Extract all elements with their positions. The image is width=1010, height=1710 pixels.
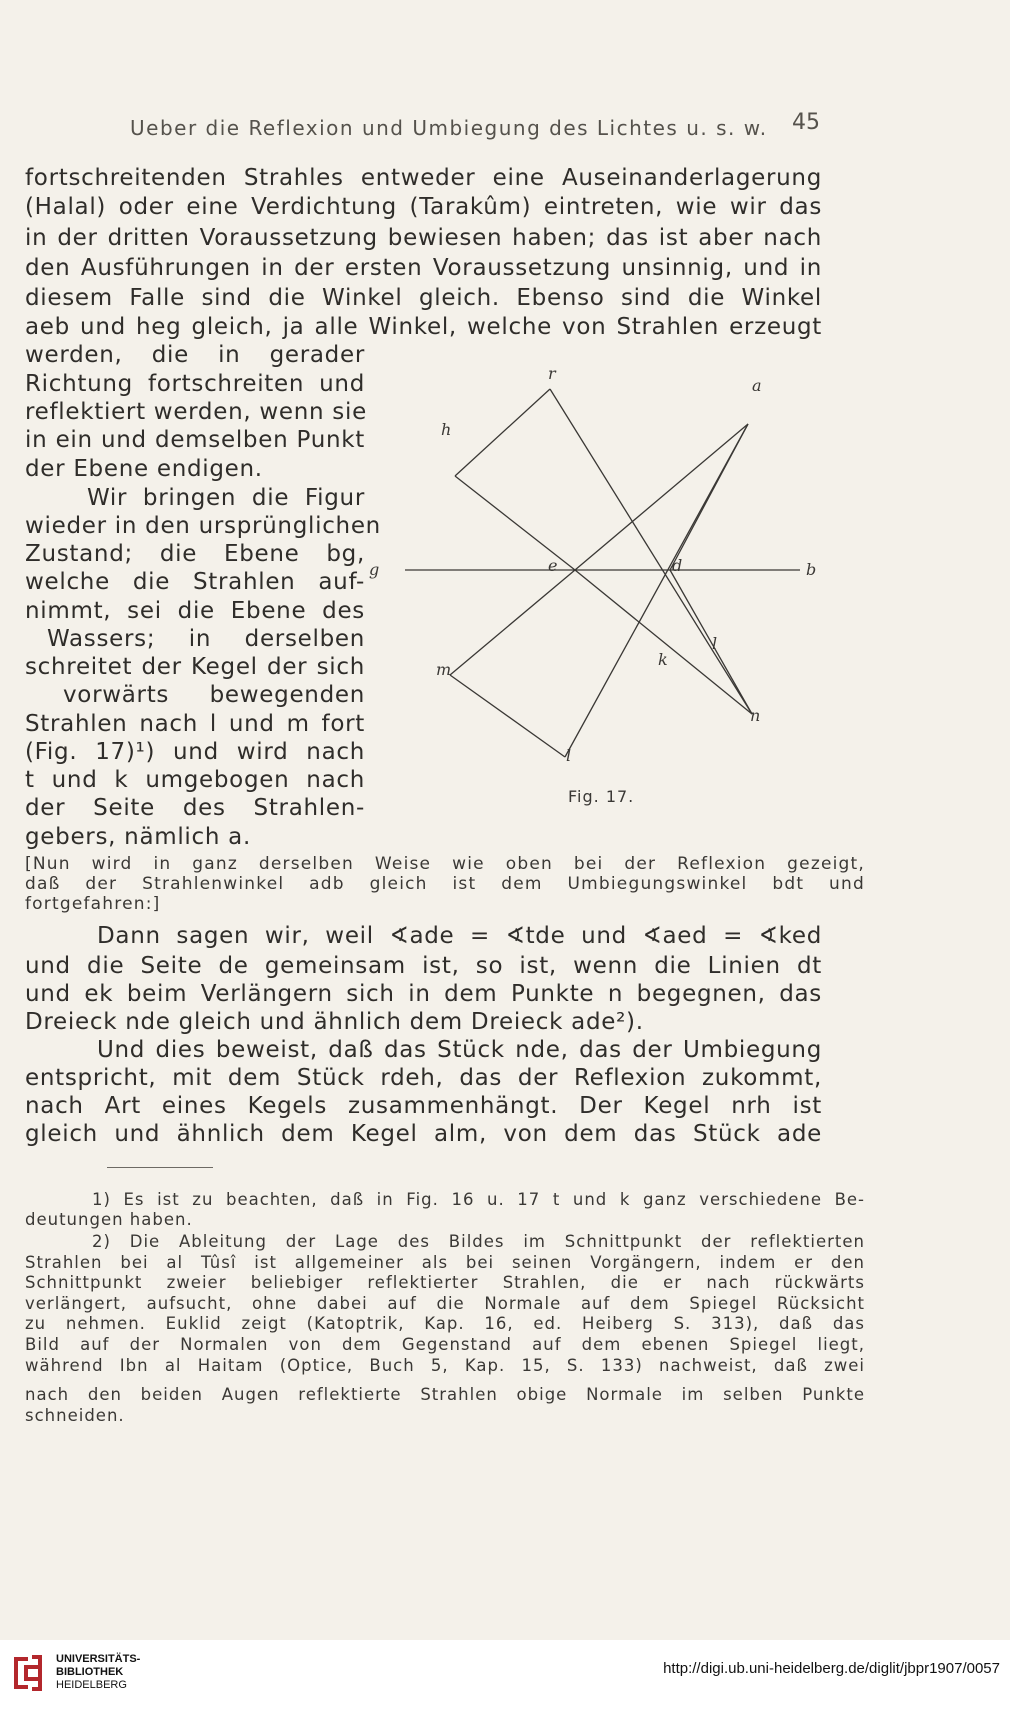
wrap-line: nimmt, sei die Ebene des	[25, 598, 365, 624]
wrap-line: vorwärts bewegenden	[63, 682, 365, 708]
wrap-line: Zustand; die Ebene bg,	[25, 541, 365, 567]
label-d: d	[672, 556, 683, 575]
wrap-line: gebers, nämlich a.	[25, 824, 251, 850]
figure-caption: Fig. 17.	[568, 787, 635, 806]
body-line: (Halal) oder eine Verdichtung (Tarakûm) eintreten, wie wir das	[25, 194, 822, 220]
wrap-line: Wassers; in derselben	[47, 626, 365, 652]
label-g: g	[369, 560, 380, 579]
footnote-line: während Ibn al Haitam (Optice, Buch 5, Kap. 15, S. 133) nachweist, daß zwei	[25, 1356, 865, 1375]
label-l-bottom: l	[566, 746, 572, 765]
footnote-line: 2) Die Ableitung der Lage des Bildes im Schnittpunkt der reflektierten	[92, 1232, 865, 1251]
wrap-line: wieder in den ursprünglichen	[25, 513, 381, 539]
footnote-line: verlängert, aufsucht, ohne dabei auf die Normale auf dem Spiegel Rücksicht	[25, 1294, 865, 1313]
label-e: e	[548, 556, 558, 575]
body-line: aeb und heg gleich, ja alle Winkel, welche von Strahlen erzeugt	[25, 314, 822, 340]
wrap-line: der Seite des Strahlen-	[25, 795, 365, 821]
library-name	[56, 1653, 140, 1692]
library-name-line1: UNIVERSITÄTS-	[56, 1653, 141, 1665]
note-line: daß der Strahlenwinkel adb gleich ist dem Umbiegungswinkel bdt und	[25, 874, 865, 894]
wrap-line: reflektiert werden, wenn sie	[25, 399, 367, 425]
line-dn	[670, 570, 752, 714]
footnote-line: nach den beiden Augen reflektierte Strahlen obige Normale im selben Punkte	[25, 1385, 865, 1404]
wrap-line: Richtung fortschreiten und	[25, 371, 365, 397]
library-name-line3: HEIDELBERG	[56, 1679, 127, 1691]
body-line: in der dritten Voraussetzung bewiesen haben; das ist aber nach	[25, 225, 822, 251]
page-number: 45	[792, 110, 820, 135]
footnote-line: deutungen haben.	[25, 1210, 193, 1229]
library-name-line2: BIBLIOTHEK	[56, 1666, 124, 1678]
line-ml	[450, 675, 565, 757]
note-line: [Nun wird in ganz derselben Weise wie oben bei der Reflexion gezeigt,	[25, 854, 865, 874]
line-hr	[455, 389, 550, 476]
footnote-line: Bild auf der Normalen von dem Gegenstand auf dem ebenen Spiegel liegt,	[25, 1335, 865, 1354]
label-m: m	[436, 660, 452, 679]
wrap-line: Wir bringen die Figur	[87, 485, 365, 511]
figure-17	[369, 364, 850, 810]
footnote-line: schneiden.	[25, 1406, 125, 1425]
line-a-lower	[565, 424, 748, 757]
label-b: b	[806, 560, 817, 579]
library-footer	[0, 1640, 1010, 1710]
wrap-line: welche die Strahlen auf-	[25, 569, 365, 595]
library-logo-icon	[10, 1653, 46, 1693]
body-line: entspricht, mit dem Stück rdeh, das der Reflexion zukommt,	[25, 1065, 822, 1091]
body-line: und die Seite de gemeinsam ist, so ist, wenn die Linien dt	[25, 953, 822, 979]
footnote-line: zu nehmen. Euklid zeigt (Katoptrik, Kap. 16, ed. Heiberg S. 313), daß das	[25, 1314, 865, 1333]
footnote-rule	[107, 1167, 213, 1168]
body-line: fortschreitenden Strahles entweder eine Auseinanderlagerung	[25, 165, 822, 191]
line-ekn	[575, 570, 752, 714]
label-r: r	[548, 364, 556, 383]
body-line: Dreieck nde gleich und ähnlich dem Dreieck ade²).	[25, 1009, 644, 1035]
wrap-line: Strahlen nach l und m fort	[25, 711, 365, 737]
line-em	[450, 570, 575, 675]
footnote-line: Schnittpunkt zweier beliebiger reflektierter Strahlen, die er nach rückwärts	[25, 1273, 865, 1292]
body-line: Und dies beweist, daß das Stück nde, das der Umbiegung	[97, 1037, 822, 1063]
source-url-link[interactable]: http://digi.ub.uni-heidelberg.de/diglit/jbpr1907/0057	[663, 1660, 1000, 1677]
wrap-line: werden, die in gerader	[25, 342, 365, 368]
line-rn	[550, 389, 752, 714]
running-head: Ueber die Reflexion und Umbiegung des Lichtes u. s. w.	[130, 116, 768, 140]
body-line: gleich und ähnlich dem Kegel alm, von dem das Stück ade	[25, 1121, 822, 1147]
wrap-line: t und k umgebogen nach	[25, 767, 365, 793]
body-line: Dann sagen wir, weil ∢ade = ∢tde und ∢aed = ∢ked	[97, 923, 822, 949]
note-line: fortgefahren:]	[25, 894, 161, 914]
footnote-line: 1) Es ist zu beachten, daß in Fig. 16 u. 17 t und k ganz verschiedene Be-	[92, 1190, 865, 1209]
body-line: nach Art eines Kegels zusammenhängt. Der Kegel nrh ist	[25, 1093, 822, 1119]
label-n: n	[750, 706, 761, 725]
wrap-line: (Fig. 17)¹) und wird nach	[25, 739, 365, 765]
body-line: diesem Falle sind die Winkel gleich. Ebenso sind die Winkel	[25, 285, 822, 311]
label-h: h	[441, 420, 452, 439]
wrap-line: der Ebene endigen.	[25, 456, 263, 482]
body-line: den Ausführungen in der ersten Voraussetzung unsinnig, und in	[25, 255, 822, 281]
line-da	[670, 424, 748, 570]
label-k: k	[658, 650, 668, 669]
label-l-right: l	[712, 634, 718, 653]
body-line: und ek beim Verlängern sich in dem Punkte n begegnen, das	[25, 981, 822, 1007]
wrap-line: schreitet der Kegel der sich	[25, 654, 365, 680]
footnote-line: Strahlen bei al Tûsî ist allgemeiner als bei seinen Vorgängern, indem er den	[25, 1253, 865, 1272]
line-ea	[575, 424, 748, 570]
label-a: a	[752, 376, 762, 395]
wrap-line: in ein und demselben Punkt	[25, 427, 365, 453]
